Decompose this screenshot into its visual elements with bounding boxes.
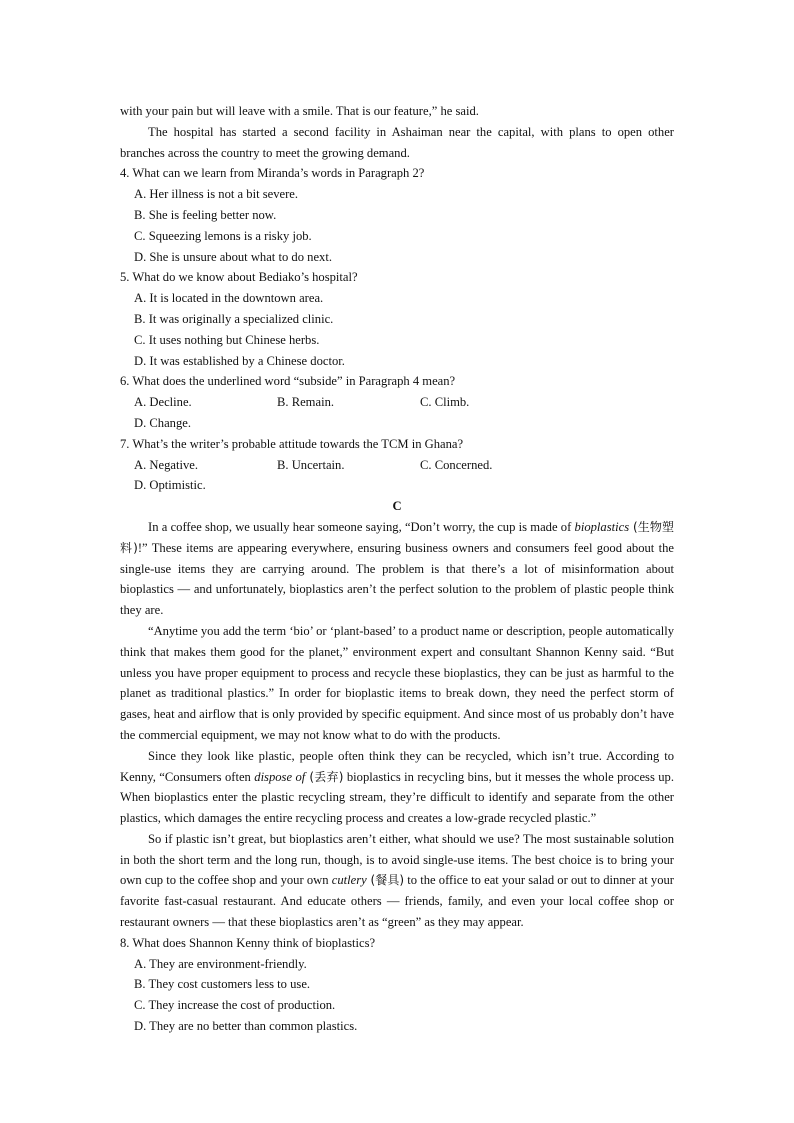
vocab-term: bioplastics — [574, 519, 630, 534]
option-b: B. Remain. — [277, 395, 335, 410]
vocab-term: cutlery — [331, 873, 367, 888]
option-b: B. Uncertain. — [277, 457, 345, 472]
option-a: A. Decline. — [134, 395, 192, 410]
option-a: A. Her illness is not a bit severe. — [134, 187, 299, 202]
option-list — [120, 392, 674, 434]
vocab-gloss: (生物塑料) — [120, 519, 674, 555]
option-a: A. They are environment-friendly. — [134, 956, 307, 971]
question-6 — [120, 371, 674, 433]
passage-c-paragraph-4 — [120, 829, 674, 933]
vocab-gloss: (餐具) — [366, 873, 405, 888]
question-stem: 4. What can we learn from Miranda’s words in Paragraph 2? — [120, 166, 425, 181]
option-list — [120, 288, 674, 371]
option-a: A. Negative. — [134, 457, 198, 472]
passage-b-last-paragraph: The hospital has started a second facility in Ashaiman near the capital, with plans to open other branches across the country to meet the growing demand. — [120, 124, 674, 160]
text-run: In a coffee shop, we usually hear someone saying, “Don’t worry, the cup is made of — [148, 519, 575, 534]
question-stem: 5. What do we know about Bediako’s hospital? — [120, 270, 358, 285]
section-c-heading: C — [392, 499, 402, 514]
option-c: C. It uses nothing but Chinese herbs. — [134, 332, 320, 347]
option-b: B. It was originally a specialized clinic. — [134, 311, 334, 326]
option-list — [120, 954, 674, 1037]
option-d: D. It was established by a Chinese doctor. — [134, 353, 345, 368]
option-list — [120, 455, 674, 497]
option-list — [120, 184, 674, 267]
option-d: D. Optimistic. — [134, 478, 206, 493]
question-8 — [120, 933, 674, 1037]
option-a: A. It is located in the downtown area. — [134, 291, 324, 306]
text-run: So if plastic isn’t great, but bioplastics aren’t either, what should we use? The most sustainable solution in both the short term and the long run, though, is to avoid single-use items. The best choice is to bring your own cup to the coffee shop and your own — [120, 831, 674, 888]
question-4 — [120, 163, 674, 267]
option-d: D. They are no better than common plastics. — [134, 1019, 358, 1034]
option-c: C. Concerned. — [420, 457, 493, 472]
text-run: !” These items are appearing everywhere, ensuring business owners and consumers feel good about the single-use items they are carrying around. The problem is that there’s a lot of misinformation about bioplastics — and unfortunately, bioplastics aren’t the perfect solution to the problem of plastic people think they are. — [120, 540, 674, 618]
question-stem: 6. What does the underlined word “subside” in Paragraph 4 mean? — [120, 374, 456, 389]
vocab-term: dispose of — [254, 769, 306, 784]
text-run: to the office to eat your salad or out to dinner at your favorite fast-casual restaurant. And educate others — friends, family, and even your local coffee shop or restaurant owners — that these bioplastics aren’t as “green” as they may appear. — [120, 873, 674, 930]
option-c: C. Climb. — [420, 395, 470, 410]
text-run: Since they look like plastic, people often think they can be recycled, which isn’t true. According to Kenny, “Consumers often — [120, 748, 674, 784]
passage-c-paragraph-2: “Anytime you add the term ‘bio’ or ‘plant-based’ to a product name or description, people automatically think that makes them good for the planet,” environment expert and consultant Shannon Kenny said. “But unless you have proper equipment to process and recycle these bioplastics, they can be just as harmful to the planet as traditional plastics.” In order for bioplastic items to break down, they need the perfect storm of gases, heat and airflow that is only provided by specific equipment. And since most of us probably don’t have the commercial equipment, we may not know what to do with the products. — [120, 623, 674, 742]
option-b: B. She is feeling better now. — [134, 207, 277, 222]
option-c: C. Squeezing lemons is a risky job. — [134, 228, 312, 243]
text-run: bioplastics in recycling bins, but it messes the whole process up. When bioplastics enter the plastic recycling stream, they’re difficult to identify and separate from the other plastics, which damages the entire recycling process and creates a low-grade recycled plastic.” — [120, 769, 674, 826]
option-d: D. Change. — [134, 415, 192, 430]
passage-c-paragraph-3 — [120, 746, 674, 829]
vocab-gloss: (丢弃) — [305, 769, 344, 784]
question-7 — [120, 434, 674, 496]
option-c: C. They increase the cost of production. — [134, 998, 336, 1013]
passage-c-paragraph-1 — [120, 517, 674, 621]
page-content — [120, 101, 674, 1037]
question-stem: 7. What’s the writer’s probable attitude towards the TCM in Ghana? — [120, 436, 464, 451]
option-d: D. She is unsure about what to do next. — [134, 249, 332, 264]
option-b: B. They cost customers less to use. — [134, 977, 311, 992]
passage-b-tail: with your pain but will leave with a smile. That is our feature,” he said. — [120, 104, 479, 118]
question-5 — [120, 267, 674, 371]
question-stem: 8. What does Shannon Kenny think of bioplastics? — [120, 935, 376, 950]
